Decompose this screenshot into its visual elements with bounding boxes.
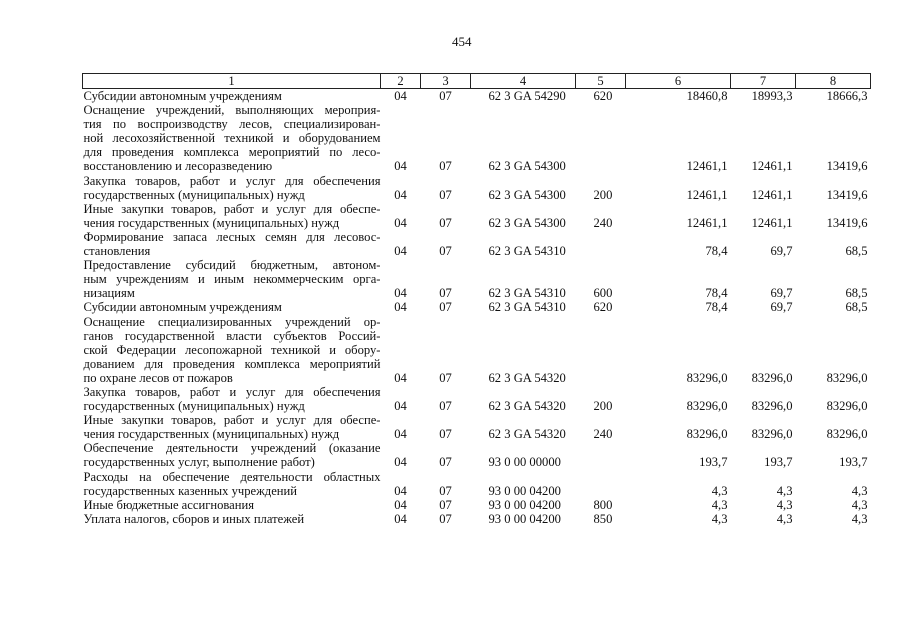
expense-type-code: 600 <box>593 286 613 301</box>
expense-type-code <box>576 470 626 498</box>
target-article-code: 93 0 00 04200 <box>488 483 561 498</box>
amount-year-1: 4,3 <box>711 511 728 526</box>
table-row <box>83 174 871 202</box>
section-code: 04 <box>394 511 407 526</box>
table-row <box>83 385 871 413</box>
amount-year-2: 193,7 <box>764 455 793 470</box>
amount-year-1: 83296,0 <box>686 399 728 414</box>
expense-type-code: 240 <box>593 427 613 442</box>
description-line: Уплата налогов, сборов и иных платежей <box>83 511 305 526</box>
section-code: 04 <box>394 399 407 414</box>
target-article-code: 62 3 GA 54300 <box>488 215 566 230</box>
expense-type-code: 800 <box>593 497 613 512</box>
description-line: дованием для проведения комплекса мероприятий <box>83 356 381 371</box>
subsection-code: 07 <box>439 427 452 442</box>
amount-year-3: 13419,6 <box>826 159 868 174</box>
expense-type-code: 620 <box>593 300 613 315</box>
amount-year-3: 13419,6 <box>826 187 868 202</box>
expense-type-code: 200 <box>593 187 613 202</box>
table-row <box>83 202 871 230</box>
amount-year-1: 193,7 <box>699 455 728 470</box>
amount-year-2: 4,3 <box>776 497 793 512</box>
description-line: ным учреждениям и иным некоммерческим орга- <box>83 272 381 287</box>
amount-year-3: 18666,3 <box>826 89 868 103</box>
description-line: Субсидии автономным учреждениям <box>83 89 282 103</box>
amount-year-2: 18993,3 <box>751 89 793 103</box>
table-row <box>83 413 871 441</box>
table-row <box>83 315 871 385</box>
column-header-2: 2 <box>381 74 421 89</box>
description-line: государственных услуг, выполнение работ) <box>83 455 315 470</box>
subsection-code: 07 <box>439 483 452 498</box>
amount-year-2: 69,7 <box>770 286 793 301</box>
table-row <box>83 441 871 469</box>
row-description <box>83 498 381 512</box>
row-description <box>83 470 381 498</box>
target-article-code: 93 0 00 04200 <box>488 511 561 526</box>
amount-year-1: 12461,1 <box>686 187 728 202</box>
subsection-code: 07 <box>439 286 452 301</box>
subsection-code: 07 <box>439 399 452 414</box>
target-article-code: 62 3 GA 54320 <box>488 370 566 385</box>
column-header-7: 7 <box>731 74 796 89</box>
target-article-code: 62 3 GA 54310 <box>488 300 566 315</box>
amount-year-1: 12461,1 <box>686 215 728 230</box>
description-line: ной лесохозяйственной техникой и оборудованием <box>83 131 381 146</box>
row-description <box>83 230 381 258</box>
amount-year-2: 4,3 <box>776 483 793 498</box>
subsection-code: 07 <box>439 300 452 315</box>
description-line: чения государственных (муниципальных) нужд <box>83 427 340 442</box>
section-code: 04 <box>394 483 407 498</box>
description-line: государственных (муниципальных) нужд <box>83 399 305 414</box>
description-line: государственных казенных учреждений <box>83 483 298 498</box>
expense-type-code: 850 <box>593 511 613 526</box>
expense-type-code: 200 <box>593 399 613 414</box>
amount-year-1: 4,3 <box>711 497 728 512</box>
section-code: 04 <box>394 455 407 470</box>
description-line: Закупка товаров, работ и услуг для обеспечения <box>83 173 381 188</box>
description-line: по охране лесов от пожаров <box>83 370 233 385</box>
section-code: 04 <box>394 427 407 442</box>
table-row <box>83 300 871 314</box>
description-line: Иные закупки товаров, работ и услуг для обеспе- <box>83 201 381 216</box>
amount-year-3: 83296,0 <box>826 370 868 385</box>
amount-year-2: 83296,0 <box>751 370 793 385</box>
description-line: Иные закупки товаров, работ и услуг для обеспе- <box>83 413 381 428</box>
description-line: Иные бюджетные ассигнования <box>83 497 255 512</box>
amount-year-1: 18460,8 <box>686 89 728 103</box>
amount-year-1: 78,4 <box>705 286 728 301</box>
description-line: Оснащение учреждений, выполняющих мероприя- <box>83 103 381 118</box>
page-number: 454 <box>452 34 472 49</box>
table-row <box>83 103 871 173</box>
amount-year-3: 68,5 <box>845 286 868 301</box>
subsection-code: 07 <box>439 455 452 470</box>
amount-year-3: 68,5 <box>845 300 868 315</box>
subsection-code: 07 <box>439 497 452 512</box>
section-code: 04 <box>394 89 407 103</box>
column-header-5: 5 <box>576 74 626 89</box>
amount-year-2: 69,7 <box>770 244 793 259</box>
description-line: низациям <box>83 286 135 301</box>
amount-year-3: 13419,6 <box>826 215 868 230</box>
row-description <box>83 315 381 385</box>
amount-year-2: 12461,1 <box>751 215 793 230</box>
description-line: ганов государственной власти субъектов Россий- <box>83 328 381 343</box>
table-row <box>83 230 871 258</box>
table-body <box>83 89 871 526</box>
expense-type-code <box>576 103 626 173</box>
row-description <box>83 441 381 469</box>
row-description <box>83 103 381 173</box>
target-article-code: 93 0 00 04200 <box>488 497 561 512</box>
subsection-code: 07 <box>439 215 452 230</box>
target-article-code: 93 0 00 00000 <box>488 455 561 470</box>
row-description <box>83 258 381 300</box>
description-line: государственных (муниципальных) нужд <box>83 187 305 202</box>
section-code: 04 <box>394 286 407 301</box>
description-line: ской Федерации лесопожарной техникой и обору- <box>83 342 381 357</box>
target-article-code: 62 3 GA 54300 <box>488 187 566 202</box>
expense-type-code <box>576 315 626 385</box>
description-line: тия по воспроизводству лесов, специализирован- <box>83 117 381 132</box>
description-line: Расходы на обеспечение деятельности областных <box>83 469 381 484</box>
row-description <box>83 512 381 526</box>
target-article-code: 62 3 GA 54320 <box>488 427 566 442</box>
amount-year-3: 4,3 <box>851 511 868 526</box>
description-line: Субсидии автономным учреждениям <box>83 300 282 315</box>
amount-year-1: 83296,0 <box>686 370 728 385</box>
row-description <box>83 300 381 314</box>
description-line: Закупка товаров, работ и услуг для обеспечения <box>83 384 381 399</box>
column-header-8: 8 <box>796 74 871 89</box>
table-header-row <box>83 74 871 89</box>
subsection-code: 07 <box>439 244 452 259</box>
section-code: 04 <box>394 300 407 315</box>
description-line: Обеспечение деятельности учреждений (оказание <box>83 441 381 456</box>
row-description <box>83 89 381 104</box>
section-code: 04 <box>394 244 407 259</box>
budget-table <box>82 73 871 526</box>
section-code: 04 <box>394 497 407 512</box>
amount-year-2: 83296,0 <box>751 427 793 442</box>
amount-year-1: 4,3 <box>711 483 728 498</box>
section-code: 04 <box>394 159 407 174</box>
amount-year-1: 78,4 <box>705 300 728 315</box>
row-description <box>83 413 381 441</box>
description-line: восстановлению и лесоразведению <box>83 159 273 174</box>
expense-type-code <box>576 230 626 258</box>
expense-type-code: 240 <box>593 215 613 230</box>
section-code: 04 <box>394 187 407 202</box>
target-article-code: 62 3 GA 54320 <box>488 399 566 414</box>
column-header-6: 6 <box>626 74 731 89</box>
amount-year-2: 12461,1 <box>751 187 793 202</box>
amount-year-2: 83296,0 <box>751 399 793 414</box>
table-row <box>83 89 871 104</box>
amount-year-3: 83296,0 <box>826 399 868 414</box>
target-article-code: 62 3 GA 54310 <box>488 286 566 301</box>
amount-year-1: 12461,1 <box>686 159 728 174</box>
description-line: для проведения комплекса мероприятий по лесо- <box>83 145 381 160</box>
section-code: 04 <box>394 370 407 385</box>
row-description <box>83 202 381 230</box>
description-line: чения государственных (муниципальных) нужд <box>83 215 340 230</box>
amount-year-2: 69,7 <box>770 300 793 315</box>
amount-year-3: 4,3 <box>851 497 868 512</box>
column-header-4: 4 <box>471 74 576 89</box>
row-description <box>83 385 381 413</box>
column-header-1: 1 <box>83 74 381 89</box>
section-code: 04 <box>394 215 407 230</box>
target-article-code: 62 3 GA 54300 <box>488 159 566 174</box>
amount-year-3: 193,7 <box>839 455 868 470</box>
amount-year-3: 83296,0 <box>826 427 868 442</box>
expense-type-code <box>576 441 626 469</box>
row-description <box>83 174 381 202</box>
subsection-code: 07 <box>439 89 452 103</box>
subsection-code: 07 <box>439 187 452 202</box>
target-article-code: 62 3 GA 54290 <box>488 89 566 103</box>
target-article-code: 62 3 GA 54310 <box>488 244 566 259</box>
description-line: Оснащение специализированных учреждений ор- <box>83 314 381 329</box>
table-row <box>83 498 871 512</box>
amount-year-3: 68,5 <box>845 244 868 259</box>
amount-year-3: 4,3 <box>851 483 868 498</box>
amount-year-2: 4,3 <box>776 511 793 526</box>
column-header-3: 3 <box>421 74 471 89</box>
subsection-code: 07 <box>439 159 452 174</box>
subsection-code: 07 <box>439 370 452 385</box>
table-row <box>83 512 871 526</box>
expense-type-code: 620 <box>593 89 613 103</box>
description-line: Предоставление субсидий бюджетным, автоном- <box>83 258 381 273</box>
table-row <box>83 258 871 300</box>
amount-year-1: 83296,0 <box>686 427 728 442</box>
amount-year-2: 12461,1 <box>751 159 793 174</box>
table-row <box>83 470 871 498</box>
subsection-code: 07 <box>439 511 452 526</box>
description-line: становления <box>83 244 151 259</box>
amount-year-1: 78,4 <box>705 244 728 259</box>
description-line: Формирование запаса лесных семян для лесовос- <box>83 229 381 244</box>
